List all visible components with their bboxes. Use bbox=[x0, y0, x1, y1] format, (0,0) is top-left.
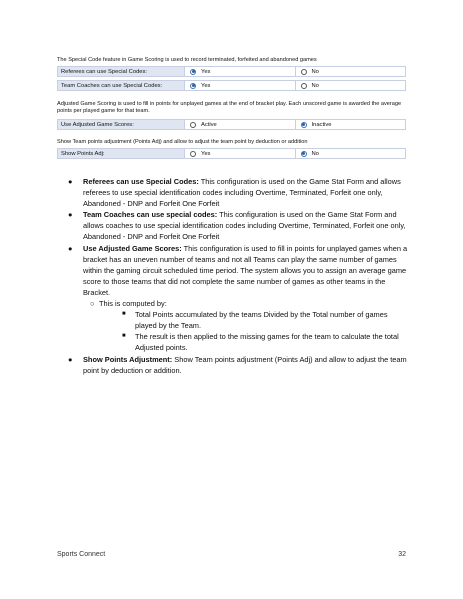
radio-option-yes[interactable]: Yes bbox=[184, 81, 295, 90]
radio-unselected-icon[interactable] bbox=[190, 122, 196, 128]
radio-option-no[interactable]: No bbox=[295, 67, 406, 76]
bullet-text: This configuration is used on the Game Stat Form and allows referees to use special identification codes including Overtime, Terminated, Forfeit one only, Abandoned - DNP and Forfeit One Forfeit bbox=[83, 177, 401, 209]
radio-selected-icon[interactable] bbox=[301, 122, 307, 128]
computed-label: This is computed by: bbox=[99, 299, 167, 309]
document-body bbox=[68, 176, 408, 376]
radio-unselected-icon[interactable] bbox=[301, 69, 307, 75]
setting-row-points-adj bbox=[57, 148, 406, 159]
points-adj-caption: Show Team points adjustment (Points Adj) and allow to adjust the team point by deduction or addition bbox=[57, 139, 308, 145]
page-number: 32 bbox=[398, 551, 406, 558]
square-bullet-icon: ■ bbox=[122, 311, 126, 318]
radio-option-no[interactable]: No bbox=[295, 149, 406, 158]
radio-unselected-icon[interactable] bbox=[301, 83, 307, 89]
bullet-title: Referees can use Special Codes: bbox=[83, 177, 199, 186]
bullet-text: This configuration is used on the Game Stat Form and allows coaches to use special identification codes including Overtime, Terminated, Forfeit one only, Abandoned - DNP and Forfeit One Forfeit bbox=[83, 210, 406, 242]
radio-option-yes[interactable]: Yes bbox=[184, 67, 295, 76]
list-item bbox=[68, 176, 408, 209]
sub-sub-list-item: ■ The result is then applied to the missing games for the team to calculate the total Adjusted points. bbox=[122, 332, 399, 353]
footer-brand: Sports Connect bbox=[57, 551, 106, 558]
radio-selected-icon[interactable] bbox=[190, 69, 196, 75]
radio-selected-icon[interactable] bbox=[190, 83, 196, 89]
radio-option-inactive[interactable]: Inactive bbox=[295, 120, 406, 129]
setting-row-team-coaches bbox=[57, 80, 406, 91]
bullet-icon: ● bbox=[68, 243, 73, 253]
radio-option-active[interactable]: Active bbox=[184, 120, 295, 129]
setting-label: Referees can use Special Codes: bbox=[58, 67, 184, 76]
sub-list-item bbox=[68, 298, 408, 309]
circle-bullet-icon: ○ bbox=[90, 299, 95, 309]
list-item bbox=[68, 243, 408, 298]
radio-unselected-icon[interactable] bbox=[190, 151, 196, 157]
bullet-text: Show Team points adjustment (Points Adj) and allow to adjust the team point by deduction or addition. bbox=[83, 354, 407, 375]
setting-label: Use Adjusted Game Scores: bbox=[58, 120, 184, 129]
radio-selected-icon[interactable] bbox=[301, 151, 307, 157]
bullet-title: Show Points Adjustment: bbox=[83, 354, 173, 364]
list-item bbox=[68, 209, 408, 242]
list-item bbox=[68, 354, 408, 376]
bullet-title: Use Adjusted Game Scores: bbox=[83, 243, 182, 253]
setting-label: Team Coaches can use Special Codes: bbox=[58, 81, 184, 90]
radio-option-no[interactable]: No bbox=[295, 81, 406, 90]
bullet-icon: ● bbox=[68, 177, 73, 186]
radio-option-yes[interactable]: Yes bbox=[184, 149, 295, 158]
setting-row-adjusted-scores bbox=[57, 119, 406, 130]
bullet-title: Team Coaches can use special codes: bbox=[83, 210, 218, 220]
setting-label: Show Points Adj: bbox=[58, 149, 184, 158]
square-bullet-icon: ■ bbox=[122, 333, 126, 340]
setting-row-referees bbox=[57, 66, 406, 77]
sub-sub-list-item: ■ Total Points accumulated by the teams Divided by the Total number of games played by the Team. bbox=[122, 310, 388, 331]
bullet-icon: ● bbox=[68, 210, 73, 220]
bullet-icon: ● bbox=[68, 354, 73, 364]
bullet-text: This configuration is used to fill in points for unplayed games when a bracket has an uneven number of teams and not all Teams can play the same number of games within the gaming circuit scheduled time period. The system allows you to assign an average game score to those teams that did not complete the same number of games as other teams in the Bracket. bbox=[83, 243, 408, 297]
special-code-caption: The Special Code feature in Game Scoring is used to record terminated, forfeited and abandoned games bbox=[57, 57, 317, 63]
adjusted-scoring-caption: Adjusted Game Scoring is used to fill in points for unplayed games at the end of bracket play. Each unscored game is awarded the average points per played game for that team. bbox=[57, 101, 402, 114]
